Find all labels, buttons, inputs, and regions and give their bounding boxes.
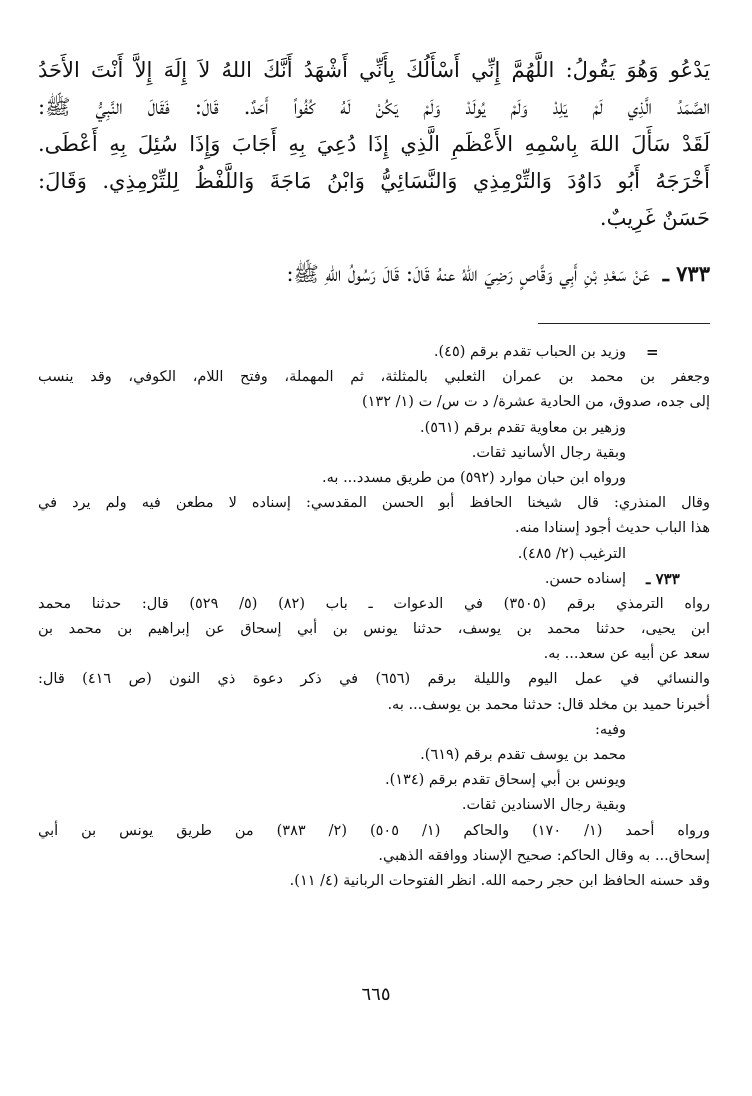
hadith-text-block [38,52,710,237]
footnote-line [38,768,710,793]
footnote-line [38,617,710,642]
page-number: ٦٦٥ [361,984,391,1005]
footnote-line [38,819,710,844]
footnote-text: ويونس بن أبي إسحاق تقدم برقم (١٣٤). [384,772,626,789]
footnote-number: ٧٣٣ ـ [646,569,680,588]
continuation-marker: = [646,343,659,361]
footnote-text: إسحاق... به وقال الحاكم: صحيح الإسناد ووافقه الذهبي. [378,847,710,864]
hadith-text-line: أَخْرَجَهُ أَبُو دَاوُدَ وَالتِّرْمِذِي وَالنَّسَائِيُّ وَابْنُ مَاجَةَ وَاللَّفْظُ لِلتِّرْمِذِي. وَقَالَ: [38,169,710,193]
footnote-text: إلى جده، صدوق، من الحادية عشرة/ د ت س/ ت (١/ ١٣٢) [361,394,710,411]
footnote-line [38,542,710,567]
footnote-line [38,869,710,894]
hadith-text-line: حَسَنٌ غَرِيبٌ. [599,206,710,230]
footnote-text: والنسائي في عمل اليوم والليلة برقم (٦٥٦) في ذكر دعوة ذي النون (ص ٤١٦) قال: [38,671,710,688]
footnote-line [38,441,710,466]
footnote-text: وبقية رجال الأسانيد ثقات. [471,444,626,461]
footnote-line [38,567,710,592]
footnote-line [38,416,710,441]
footnote-text: ورواه أحمد (١/ ١٧٠) والحاكم (١/ ٥٠٥) (٢/ ٣٨٣) من طريق يونس بن أبي [38,822,710,839]
footnote-line [38,390,710,415]
footnote-text: وجعفر بن محمد بن عمران الثعلبي بالمثلثة، ثم المهملة، وفتح اللام، الكوفي، وقد ينسب [38,369,710,386]
footnote-text: وبقية رجال الاسنادين ثقات. [461,797,626,814]
footnotes-block [38,340,710,894]
footnote-line [38,693,710,718]
footnote-text: وفيه: [595,721,626,738]
footnote-text: سعد عن أبيه عن سعد... به. [543,646,710,663]
hadith-text-line: لَقَدْ سَأَلَ اللهَ بِاسْمِهِ الأَعْظَمِ الَّذِي إِذَا دُعِيَ بِهِ أَجَابَ وَإِذَا سُئِلَ بِهِ أَعْطَى. [38,132,710,156]
footnote-text: وزيد بن الحباب تقدم برقم (٤٥). [433,344,626,360]
footnote-text: وقد حسنه الحافظ ابن حجر رحمه الله. انظر الفتوحات الربانية (٤/ ١١). [289,872,710,889]
footnote-text: إسناده حسن. [544,570,626,587]
footnote-line [38,743,710,768]
hadith-text-line: يَدْعُو وَهُوَ يَقُولُ: اللَّهُمَّ إِنِّي أَسْأَلُكَ بِأَنِّي أَشْهَدُ أَنَّكَ اللهُ لاَ إِلَهَ إِلاَّ أَنْتَ الأَحَدُ [38,58,710,82]
next-hadith-line [38,255,710,293]
footnote-line [38,466,710,491]
footnote-text: ورواه ابن حبان موارد (٥٩٢) من طريق مسدد... به. [322,469,626,486]
footnote-line [38,642,710,667]
footnote-text: ابن يحيى، حدثنا محمد بن يوسف، حدثنا يونس بن أبي إسحاق عن إبراهيم بن محمد بن [38,621,710,638]
hadith-text-line: الصَّمَدُ الَّذِي لَمْ يَلِدْ وَلَمْ يُولَدْ وَلَمْ يَكُنْ لَهُ كُفُواً أَحَدٌ. قَالَ: فَقَالَ النَّبِيُّ ﷺ: [38,95,710,119]
hadith-number: ٧٣٣ ـ [662,261,710,286]
footnote-text: هذا الباب حديث أجود إسنادا منه. [515,520,710,537]
next-hadith-text: عَنْ سَعْدِ بْنِ أَبِي وَقَّاصٍ رَضِيَ اللهُ عنهُ قَالَ: قَالَ رَسُولُ اللهِ ﷺ: [286,262,650,286]
footnote-text: وقال المنذري: قال شيخنا الحافظ أبو الحسن المقدسي: إسناده لا مطعن فيه ولم يرد في [38,495,710,512]
footnote-text: أخبرنا حميد بن مخلد قال: حدثنا محمد بن يوسف... به. [387,696,710,713]
footnote-line [38,667,710,692]
footnote-separator [538,323,710,324]
footnote-text: وزهير بن معاوية تقدم برقم (٥٦١). [419,419,626,436]
footnote-line [38,340,710,365]
footnote-line [38,592,710,617]
footnote-line [38,491,710,516]
footnote-line [38,844,710,869]
footnote-line [38,365,710,390]
footnote-text: رواه الترمذي برقم (٣٥٠٥) في الدعوات ـ باب (٨٢) (٥/ ٥٢٩) قال: حدثنا محمد [38,595,710,612]
footnote-line [38,516,710,541]
footnote-line [38,793,710,818]
footnote-text: محمد بن يوسف تقدم برقم (٦١٩). [420,747,626,763]
footnote-text: الترغيب (٢/ ٤٨٥). [517,545,626,562]
footnote-line [38,718,710,743]
